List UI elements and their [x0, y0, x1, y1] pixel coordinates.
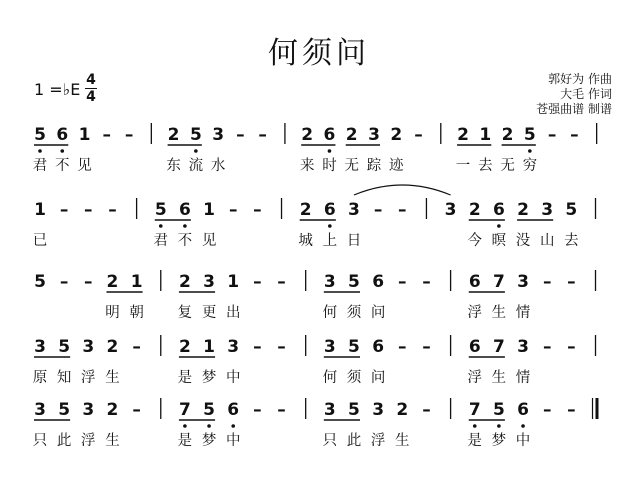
- lyric-char: 水: [210, 158, 226, 174]
- lyric-char: 迹: [389, 158, 404, 174]
- dash-note: –: [398, 272, 407, 292]
- dash-note: –: [132, 337, 141, 357]
- lyric-char: 是: [467, 433, 482, 449]
- note: 1: [34, 200, 46, 220]
- lyric-char: 不: [55, 158, 70, 174]
- lyric-char: 浮: [81, 370, 96, 386]
- octave-dot-below: [183, 224, 187, 228]
- lyric-char: 明: [105, 305, 120, 321]
- dash-note: –: [422, 272, 431, 292]
- octave-dot-below: [183, 424, 187, 428]
- note: 2: [301, 125, 314, 145]
- note: 2: [517, 200, 529, 220]
- lyric-char: 城: [298, 233, 313, 249]
- dash-note: –: [102, 125, 112, 145]
- note: 6: [323, 200, 336, 220]
- lyric-char: 无: [344, 158, 359, 174]
- note: 7: [492, 337, 505, 357]
- lyric-char: 问: [370, 305, 386, 321]
- dash-note: –: [570, 125, 579, 145]
- dash-note: –: [84, 200, 93, 220]
- key-signature: 1 =♭E: [34, 80, 81, 99]
- note: 1: [479, 125, 492, 145]
- octave-dot-below: [231, 424, 235, 428]
- dash-note: –: [253, 272, 262, 292]
- note: 3: [517, 337, 529, 357]
- note: 1: [203, 337, 215, 357]
- octave-dot-below: [207, 424, 211, 428]
- lyric-char: 日: [346, 233, 362, 249]
- note: 3: [323, 337, 336, 357]
- note: 2: [345, 125, 358, 145]
- dash-note: –: [567, 400, 576, 420]
- note: 7: [178, 400, 191, 420]
- lyric-char: 更: [201, 305, 217, 321]
- octave-dot-below: [528, 149, 532, 153]
- dash-note: –: [277, 337, 286, 357]
- tie-slur: [354, 185, 451, 195]
- note: 5: [348, 337, 360, 357]
- lyric-char: 山: [539, 233, 555, 249]
- octave-dot-below: [473, 424, 477, 428]
- note: 2: [106, 400, 119, 420]
- dash-note: –: [398, 337, 407, 357]
- lyric-char: 见: [77, 158, 92, 174]
- song-title: 何须问: [268, 36, 370, 71]
- note: 3: [34, 400, 46, 420]
- lyric-char: 只: [322, 433, 338, 449]
- time-signature-top: 4: [86, 72, 96, 88]
- note: 3: [368, 125, 380, 145]
- time-signature-bottom: 4: [86, 89, 96, 105]
- note: 3: [372, 400, 385, 420]
- note: 1: [78, 125, 91, 145]
- dash-note: –: [542, 337, 552, 357]
- lyric-char: 来: [299, 158, 315, 174]
- lyric-char: 情: [515, 305, 531, 321]
- note: 1: [227, 272, 240, 292]
- lyric-char: 浮: [81, 433, 96, 449]
- lyric-char: 生: [395, 433, 410, 449]
- octave-dot-below: [194, 149, 198, 153]
- lyric-char: 何: [322, 370, 338, 386]
- note: 5: [58, 400, 71, 420]
- note: 5: [348, 272, 360, 292]
- note: 6: [56, 125, 69, 145]
- note: 2: [167, 125, 180, 145]
- note: 2: [396, 400, 409, 420]
- dash-note: –: [542, 400, 552, 420]
- note: 3: [227, 337, 240, 357]
- note: 3: [203, 272, 215, 292]
- dash-note: –: [108, 200, 117, 220]
- lyric-char: 已: [32, 233, 48, 249]
- note: 2: [468, 200, 481, 220]
- note: 6: [517, 400, 529, 420]
- note: 3: [82, 400, 95, 420]
- note: 6: [492, 200, 505, 220]
- note: 2: [457, 125, 469, 145]
- lyric-char: 没: [515, 233, 531, 249]
- note: 3: [541, 200, 554, 220]
- note: 7: [468, 400, 481, 420]
- note: 5: [154, 200, 167, 220]
- lyric-char: 君: [153, 233, 169, 249]
- note: 2: [106, 272, 119, 292]
- octave-dot-below: [521, 424, 525, 428]
- dash-note: –: [547, 125, 557, 145]
- note: 2: [178, 337, 191, 357]
- dash-note: –: [373, 200, 383, 220]
- note: 5: [58, 337, 71, 357]
- note: 2: [178, 272, 191, 292]
- lyric-char: 此: [346, 433, 362, 449]
- note: 3: [34, 337, 46, 357]
- note: 6: [468, 337, 481, 357]
- note: 3: [212, 125, 225, 145]
- lyric-char: 今: [467, 233, 482, 249]
- lyric-char: 须: [346, 370, 362, 386]
- lyric-char: 出: [225, 305, 241, 321]
- dash-note: –: [228, 200, 238, 220]
- note: 3: [323, 272, 336, 292]
- lyric-char: 暝: [491, 233, 507, 249]
- composer-credit: 郭好为 作曲: [548, 72, 612, 86]
- lyric-char: 此: [56, 433, 72, 449]
- note: 5: [348, 400, 360, 420]
- note: 6: [178, 200, 191, 220]
- octave-dot-below: [38, 149, 42, 153]
- lyric-char: 生: [491, 370, 507, 386]
- lyric-char: 无: [500, 158, 515, 174]
- note: 5: [189, 125, 202, 145]
- note: 6: [468, 272, 481, 292]
- dash-note: –: [542, 272, 552, 292]
- lyric-char: 生: [491, 305, 507, 321]
- lyric-char: 浮: [370, 433, 386, 449]
- note: 5: [203, 400, 215, 420]
- dash-note: –: [567, 272, 576, 292]
- lyric-char: 何: [322, 305, 338, 321]
- dash-note: –: [84, 272, 93, 292]
- lyric-char: 梦: [201, 433, 217, 449]
- lyric-char: 梦: [201, 370, 217, 386]
- note: 3: [348, 200, 360, 220]
- dash-note: –: [253, 400, 262, 420]
- dash-note: –: [59, 272, 69, 292]
- note: 6: [227, 400, 240, 420]
- lyric-char: 生: [105, 433, 120, 449]
- lyric-char: 上: [322, 233, 338, 249]
- lyric-char: 君: [32, 158, 48, 174]
- lyric-char: 浮: [467, 305, 482, 321]
- note: 5: [34, 125, 46, 145]
- octave-dot-below: [328, 149, 332, 153]
- lyric-char: 朝: [129, 305, 144, 321]
- note: 1: [130, 272, 143, 292]
- lyric-char: 是: [177, 433, 193, 449]
- dash-note: –: [59, 200, 69, 220]
- lyric-char: 去: [564, 233, 579, 249]
- octave-dot-below: [497, 224, 501, 228]
- note: 2: [501, 125, 514, 145]
- lyric-char: 生: [105, 370, 120, 386]
- note: 1: [203, 200, 215, 220]
- lyric-char: 踪: [366, 158, 382, 174]
- lyric-char: 只: [32, 433, 48, 449]
- lyric-char: 东: [166, 158, 181, 174]
- lyric-char: 复: [177, 305, 193, 321]
- dash-note: –: [132, 400, 141, 420]
- lyric-char: 须: [346, 305, 362, 321]
- note: 5: [34, 272, 46, 292]
- lyric-char: 知: [56, 370, 72, 386]
- dash-note: –: [567, 337, 576, 357]
- lyric-char: 不: [177, 233, 193, 249]
- note: 6: [323, 125, 336, 145]
- octave-dot-below: [497, 424, 501, 428]
- note: 3: [517, 272, 529, 292]
- note: 2: [299, 200, 312, 220]
- dash-note: –: [124, 125, 134, 145]
- dash-note: –: [398, 200, 407, 220]
- lyric-char: 中: [225, 433, 241, 449]
- dash-note: –: [277, 400, 286, 420]
- lyric-char: 问: [370, 370, 386, 386]
- dash-note: –: [253, 337, 262, 357]
- lyric-char: 中: [225, 370, 241, 386]
- octave-dot-below: [328, 224, 332, 228]
- lyric-char: 中: [515, 433, 531, 449]
- dash-note: –: [236, 125, 245, 145]
- lyric-char: 一: [455, 158, 471, 174]
- lyric-char: 浮: [467, 370, 482, 386]
- dash-note: –: [422, 337, 431, 357]
- note: 3: [323, 400, 336, 420]
- note: 2: [390, 125, 403, 145]
- note: 6: [372, 272, 385, 292]
- note: 5: [565, 200, 578, 220]
- note: 2: [106, 337, 119, 357]
- dash-note: –: [277, 272, 286, 292]
- octave-dot-below: [159, 224, 163, 228]
- lyric-char: 原: [32, 370, 48, 386]
- lyricist-credit: 大毛 作词: [560, 87, 612, 101]
- lyric-char: 时: [322, 158, 337, 174]
- lyric-char: 去: [478, 158, 493, 174]
- dash-note: –: [253, 200, 262, 220]
- lyric-char: 是: [177, 370, 193, 386]
- note: 3: [444, 200, 457, 220]
- dash-note: –: [422, 400, 431, 420]
- note: 6: [372, 337, 385, 357]
- note: 7: [492, 272, 505, 292]
- notation-credit: 苍强曲谱 制谱: [536, 102, 612, 116]
- note: 5: [492, 400, 505, 420]
- lyric-char: 流: [188, 158, 204, 174]
- lyric-char: 见: [201, 233, 217, 249]
- lyric-char: 穷: [522, 158, 538, 174]
- dash-note: –: [414, 125, 423, 145]
- lyric-char: 情: [515, 370, 531, 386]
- note: 3: [82, 337, 95, 357]
- note: 5: [523, 125, 536, 145]
- lyric-char: 梦: [491, 433, 507, 449]
- octave-dot-below: [60, 149, 64, 153]
- dash-note: –: [258, 125, 267, 145]
